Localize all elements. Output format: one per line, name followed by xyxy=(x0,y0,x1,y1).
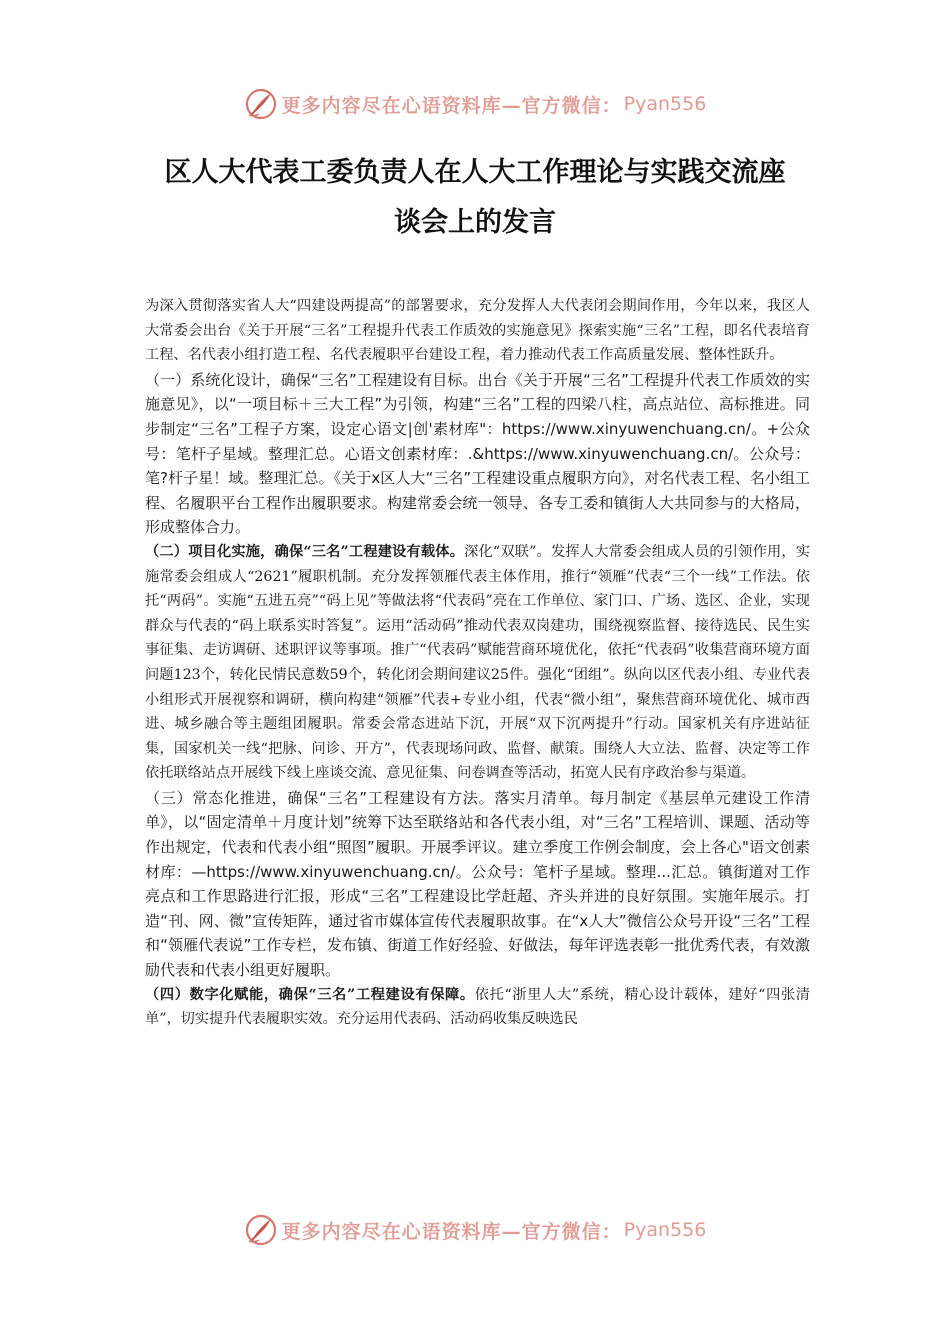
section-2-paragraph xyxy=(145,540,810,786)
section-3-paragraph: （三）常态化推进，确保“三名”工程建设有方法。落实月清单。每月制定《基层单元建设工作清单》，以“固定清单＋月度计划”统筹下达至联络站和各代表小组，对“三名”工程培训、课题、活动等作出规定，代表和代表小组“照图”履职。开展季评议。建立季度工作例会制度，会上各心"语文创素材库：—https://www.xinyuwenchuang.cn/。公众号：笔杆子星域。整理...汇总。镇街道对工作亮点和工作思路进行汇报，形成“三名”工程建设比学赶超、齐头并进的良好氛围。实施年展示。打造“刊、网、微”宣传矩阵，通过省市媒体宣传代表履职故事。在“x人大”微信公众号开设“三名”工程和“领雁代表说”工作专栏，发布镇、街道工作好经验、好做法，每年评选表彰一批优秀代表，有效激励代表和代表小组更好履职。 xyxy=(145,788,810,980)
section-4-lead: （四）数字化赋能，确保“三名”工程建设有保障。 xyxy=(145,986,475,1003)
section-2-body: 深化“双联”。发挥人大常委会组成人员的引领作用，实施常委会组成人“2621”履职机制。充分发挥领雁代表主体作用，推行“领雁”代表“三个一线”工作法。依托“两码”。实施“五进五亮”“码上见”等做法将“代表码”亮在工作单位、家门口、广场、选区、企业，实现群众与代表的“码上联系实时答复”。运用“活动码”推动代表双岗建功，围绕视察监督、接待选民、民生实事征集、走访调研、述职评议等事项。推广“代表码”赋能营商环境优化，依托“代表码”收集营商环境方面问题123个，转化民情民意数59个，转化闭会期间建议25件。强化“团组”。纵向以区代表小组、专业代表小组形式开展视察和调研，横向构建“领雁”代表+专业小组，代表“微小组”，聚焦营商环境优化、城市西进、城乡融合等主题组团履职。常委会常态进站下沉，开展“双下沉两提升”行动。国家机关有序进站征集，国家机关一线“把脉、问诊、开方”，代表现场问政、监督、献策。围绕人大立法、监督、决定等工作依托联络站点开展线下线上座谈交流、意见征集、问卷调查等活动，拓宽人民有序政治参与渠道。 xyxy=(145,543,810,782)
page-title xyxy=(100,148,850,248)
title-line-1: 区人大代表工委负责人在人大工作理论与实践交流座 xyxy=(164,157,786,188)
title-line-2: 谈会上的发言 xyxy=(394,207,556,238)
banner-handle: Pyan556 xyxy=(623,93,707,115)
banner-text: 更多内容尽在心语资料库—官方微信： xyxy=(281,94,622,117)
intro-paragraph: 为深入贯彻落实省人大“四建设两提高”的部署要求，充分发挥人大代表闭会期间作用，今年以来，我区人大常委会出台《关于开展“三名”工程提升代表工作质效的实施意见》探索实施“三名”工程，即名代表培育工程、名代表小组打造工程、名代表履职平台建设工程，着力推动代表工作高质量发展、整体性跃升。 xyxy=(145,298,810,364)
footer-banner xyxy=(0,1210,950,1250)
banner-handle: Pyan556 xyxy=(623,1219,707,1241)
section-1-paragraph: （一）系统化设计，确保“三名”工程建设有目标。出台《关于开展“三名”工程提升代表工作质效的实施意见》，以“一项目标＋三大工程”为引领，构建“三名”工程的四梁八柱，高点站位、高标推进。同步制定“三名”工程子方案，设定心语文|创'素材库"：https://www.xinyuwenchuang.cn/。+公众号：笔杆子星域。整理汇总。心语文创素材库：.&https://www.xinyuwenchuang.cn/。公众号：笔?杆子星！域。整理汇总。《关于x区人大“三名”工程建设重点履职方向》，对名代表工程、名小组工程、名履职平台工程作出履职要求。构建常委会统一领导、各专工委和镇街人大共同参与的大格局，形成整体合力。 xyxy=(145,370,810,537)
section-2-lead: （二）项目化实施，确保“三名”工程建设有载体。 xyxy=(145,543,465,560)
document-body xyxy=(145,294,810,1032)
quill-logo-icon xyxy=(244,87,278,121)
section-4-paragraph xyxy=(145,983,810,1032)
section-4-body: 依托“浙里人大”系统，精心设计载体，建好“四张清单”，切实提升代表履职实效。充分运用代表码、活动码收集反映选民 xyxy=(145,986,810,1028)
header-banner xyxy=(0,84,950,124)
quill-logo-icon xyxy=(244,1213,278,1247)
banner-text: 更多内容尽在心语资料库—官方微信： xyxy=(281,1220,622,1243)
